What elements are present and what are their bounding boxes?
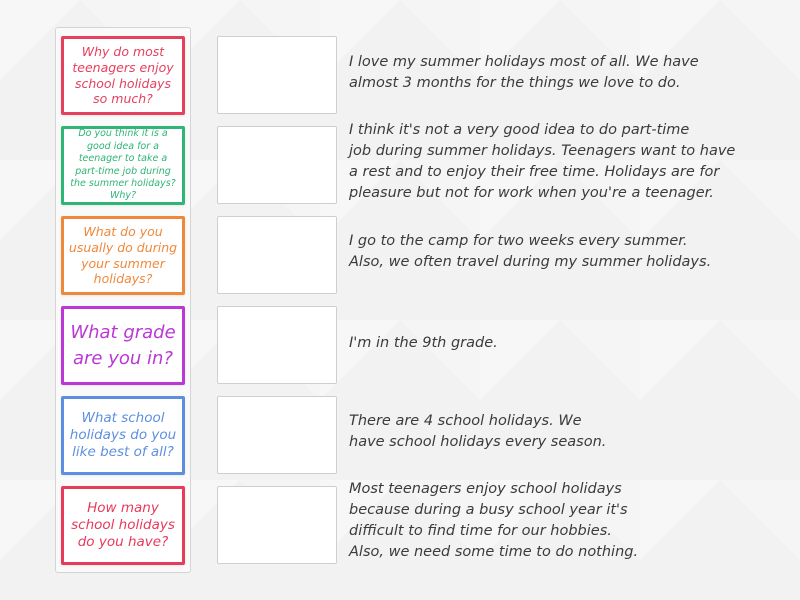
question-text: Why do most teenagers enjoy school holidays so much? (72, 44, 174, 107)
question-card-2[interactable] (61, 126, 185, 205)
answer-text-5: There are 4 school holidays. We have school holidays every season. (349, 413, 607, 450)
question-text: Do you think it is a good idea for a teenager to take a part-time job during the summer holidays? Why? (70, 128, 176, 202)
question-text: What do you usually do during your summer holidays? (68, 224, 178, 287)
drop-slot-5[interactable] (217, 396, 337, 474)
answer-text-1: I love my summer holidays most of all. We have almost 3 months for the things we love to do. (349, 54, 699, 91)
question-text: What school holidays do you like best of all? (69, 410, 177, 460)
question-text: What grade are you in? (70, 322, 176, 369)
drop-slot-6[interactable] (217, 486, 337, 564)
question-card-3[interactable] (61, 216, 185, 295)
drop-slot-4[interactable] (217, 306, 337, 384)
answer-text-4: I'm in the 9th grade. (349, 335, 498, 351)
drop-slot-3[interactable] (217, 216, 337, 294)
question-text: How many school holidays do you have? (71, 500, 175, 550)
question-card-1[interactable] (61, 36, 185, 115)
drop-slot-2[interactable] (217, 126, 337, 204)
drop-slot-1[interactable] (217, 36, 337, 114)
answer-text-2: I think it's not a very good idea to do part-time job during summer holidays. Teenagers want to have a rest and to enjoy their free time. Holidays are for pleasure but not for work when you're a teenager. (349, 122, 736, 201)
question-card-6[interactable] (61, 486, 185, 565)
answer-text-6: Most teenagers enjoy school holidays because during a busy school year it's difficult to find time for our hobbies. Also, we need some time to do nothing. (349, 481, 639, 560)
question-card-5[interactable] (61, 396, 185, 475)
answer-text-3: I go to the camp for two weeks every summer. Also, we often travel during my summer holidays. (349, 233, 712, 270)
question-card-4[interactable] (61, 306, 185, 385)
